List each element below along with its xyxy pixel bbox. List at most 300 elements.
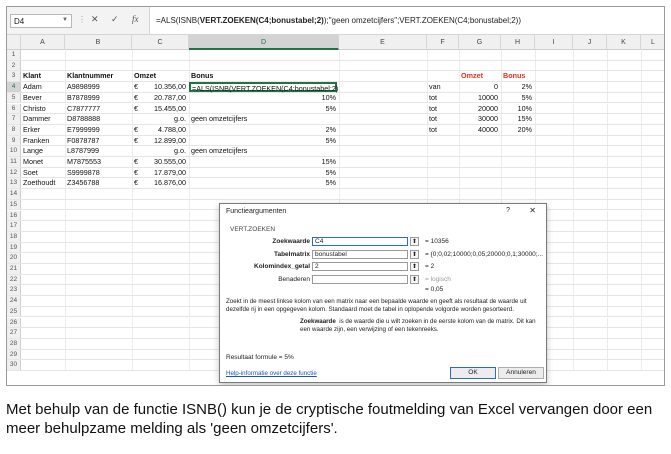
argument-input[interactable]: C4 [312, 237, 408, 246]
gridline [641, 125, 642, 135]
customer-omzet[interactable]: 16.876,00 [154, 178, 186, 188]
formula-bar [7, 7, 664, 35]
customer-name[interactable]: Dammer [23, 114, 51, 124]
gridline [132, 189, 133, 199]
row-header[interactable]: 3 [7, 71, 21, 81]
gridline [607, 360, 608, 370]
gridline [607, 93, 608, 103]
gridline [132, 82, 133, 92]
gridline [189, 168, 190, 178]
gridline [189, 264, 190, 274]
gridline [535, 71, 536, 81]
currency-symbol[interactable]: € [134, 82, 138, 92]
customer-omzet[interactable]: 17.879,00 [154, 167, 186, 177]
customer-number[interactable]: D8788888 [67, 114, 101, 124]
column-header[interactable]: H [501, 35, 535, 50]
row-header[interactable]: 20 [7, 253, 21, 263]
gridline [339, 157, 340, 167]
column-header[interactable]: I [535, 35, 573, 50]
gridline [641, 200, 642, 210]
gridline [573, 125, 574, 135]
gridline [573, 296, 574, 306]
gridline [132, 200, 133, 210]
column-header[interactable]: A [21, 35, 65, 50]
row-header[interactable]: 30 [7, 360, 21, 370]
customer-omzet[interactable]: g.o. [174, 146, 186, 156]
customer-number[interactable]: F0878787 [67, 135, 100, 145]
bonustable-omzet[interactable]: 40000 [478, 124, 498, 134]
gridline [641, 221, 642, 231]
gridline [189, 71, 190, 81]
gridline [641, 189, 642, 199]
argument-label: Benaderen [278, 275, 310, 283]
bonustable-omzet[interactable]: 10000 [478, 92, 498, 102]
gridline [641, 82, 642, 92]
header-omzet[interactable]: Omzet [134, 71, 156, 81]
gridline [535, 157, 536, 167]
gridline [132, 296, 133, 306]
gridline [65, 339, 66, 349]
gridline [607, 114, 608, 124]
gridline [459, 125, 460, 135]
gridline [573, 360, 574, 370]
row-header[interactable]: 25 [7, 307, 21, 317]
help-link[interactable]: Help-informatie over deze functie [226, 370, 317, 377]
gridline [427, 125, 428, 135]
gridline [189, 50, 190, 60]
row-header[interactable]: 29 [7, 350, 21, 360]
customer-bonus[interactable]: 10% [321, 92, 336, 102]
gridline [641, 350, 642, 360]
gridline [189, 146, 190, 156]
customer-omzet[interactable]: g.o. [174, 114, 186, 124]
row-header[interactable]: 10 [7, 146, 21, 156]
gridline [573, 275, 574, 285]
gridline [501, 71, 502, 81]
bonustable-bonus[interactable]: 20% [517, 124, 532, 134]
row-header[interactable]: 13 [7, 178, 21, 188]
argument-result-value: {0;0,02;10000;0,05;20000;0,1;30000;... [430, 250, 544, 258]
collapse-dialog-icon[interactable]: ⬆ [411, 264, 418, 270]
gridline [573, 114, 574, 124]
cancel-icon[interactable]: ✕ [91, 14, 99, 24]
gridline [189, 307, 190, 317]
customer-name[interactable]: Soet [23, 167, 38, 177]
gridline [607, 71, 608, 81]
gridline [339, 82, 340, 92]
customer-number[interactable]: L8787999 [67, 146, 99, 156]
customer-bonus[interactable]: geen omzetcijfers [191, 146, 248, 156]
insert-function-icon[interactable]: fx [132, 14, 139, 24]
row-header[interactable]: 19 [7, 243, 21, 253]
gridline [459, 189, 460, 199]
bonustable-header-bonus[interactable]: Bonus [503, 71, 526, 81]
customer-omzet[interactable]: 30.555,00 [154, 157, 186, 166]
customer-omzet[interactable]: 15.455,00 [154, 103, 186, 113]
gridline [501, 178, 502, 188]
column-header[interactable]: J [573, 35, 607, 50]
gridline [573, 211, 574, 221]
function-arguments-dialog [219, 203, 547, 383]
argument-result [425, 263, 434, 270]
currency-symbol[interactable]: € [134, 92, 138, 102]
row-header[interactable]: 12 [7, 168, 21, 178]
argument-result-value: logisch [430, 275, 451, 283]
gridline [339, 168, 340, 178]
row-header[interactable]: 6 [7, 104, 21, 114]
gridline [132, 104, 133, 114]
customer-number[interactable]: B7878999 [67, 92, 100, 102]
gridline [535, 50, 536, 60]
gridline [427, 61, 428, 71]
name-box[interactable] [10, 14, 72, 28]
customer-bonus[interactable]: 5% [325, 103, 336, 113]
customer-omzet[interactable]: 4.788,00 [158, 124, 186, 134]
currency-symbol[interactable]: € [134, 167, 138, 177]
gridline [65, 243, 66, 253]
gridline [641, 275, 642, 285]
gridline [65, 189, 66, 199]
gridline [501, 61, 502, 71]
gridline [427, 82, 428, 92]
column-header[interactable]: L [641, 35, 665, 50]
gridline [607, 232, 608, 242]
sheet-row [7, 104, 664, 115]
bonustable-label[interactable]: van [429, 82, 441, 92]
gridline [607, 146, 608, 156]
row-header[interactable]: 27 [7, 328, 21, 338]
row-header[interactable]: 26 [7, 318, 21, 328]
gridline [573, 136, 574, 146]
gridline [65, 50, 66, 60]
currency-symbol[interactable]: € [134, 124, 138, 134]
collapse-dialog-icon[interactable]: ⬆ [411, 276, 418, 283]
gridline [607, 50, 608, 60]
customer-number[interactable]: Z3456788 [67, 178, 100, 188]
formula-text-start: =ALS(ISNB( [156, 16, 200, 25]
customer-bonus[interactable]: 5% [325, 167, 336, 177]
sheet-row [7, 82, 664, 93]
bonustable-label[interactable]: tot [429, 92, 437, 102]
argument-result-value: 10356 [430, 238, 449, 245]
row-header[interactable]: 5 [7, 93, 21, 103]
row-header[interactable]: 14 [7, 189, 21, 199]
argument-label: Zoekwaarde [272, 238, 310, 245]
customer-number[interactable]: M7875553 [67, 157, 101, 166]
gridline [132, 328, 133, 338]
customer-omzet[interactable]: 10.356,00 [154, 82, 186, 92]
customer-name[interactable]: Lange [23, 146, 43, 156]
gridline [339, 125, 340, 135]
gridline [607, 264, 608, 274]
gridline [427, 157, 428, 167]
argument-label: Tabelmatrix [273, 250, 310, 258]
gridline [573, 178, 574, 188]
sheet-row [7, 50, 664, 61]
customer-name[interactable]: Erker [23, 124, 41, 134]
gridline [459, 104, 460, 114]
gridline [65, 82, 66, 92]
gridline [189, 285, 190, 295]
gridline [641, 50, 642, 60]
gridline [459, 146, 460, 156]
gridline [641, 360, 642, 370]
gridline [607, 253, 608, 263]
gridline [607, 82, 608, 92]
argument-input[interactable]: bonustabel [312, 250, 408, 259]
gridline [607, 211, 608, 221]
gridline [132, 339, 133, 349]
gridline [573, 104, 574, 114]
gridline [65, 146, 66, 156]
customer-name[interactable]: Bever [23, 92, 42, 102]
gridline [573, 307, 574, 317]
gridline [427, 189, 428, 199]
column-header[interactable]: C [132, 35, 189, 50]
name-box-value: D4 [14, 17, 25, 26]
help-icon[interactable]: ? [506, 207, 510, 214]
active-cell-d4[interactable]: =ALS(ISNB(VERT.ZOEKEN(C4;bonustabel;2) [189, 82, 337, 92]
row-header[interactable]: 21 [7, 264, 21, 274]
gridline [641, 339, 642, 349]
gridline [641, 318, 642, 328]
customer-number[interactable]: A9898999 [67, 82, 100, 92]
customer-bonus[interactable]: 5% [325, 135, 336, 145]
customer-bonus[interactable]: 5% [325, 178, 336, 188]
customer-bonus[interactable]: 15% [321, 157, 336, 166]
gridline [573, 200, 574, 210]
gridline [607, 104, 608, 114]
gridline [189, 189, 190, 199]
gridline [65, 114, 66, 124]
gridline [459, 136, 460, 146]
gridline [339, 71, 340, 81]
row-header[interactable]: 15 [7, 200, 21, 210]
bonustable-bonus[interactable]: 15% [517, 114, 532, 124]
customer-number[interactable]: C7877777 [67, 103, 101, 113]
bonustable-bonus[interactable]: 5% [521, 92, 532, 102]
gridline [573, 318, 574, 328]
gridline [641, 61, 642, 71]
ok-button[interactable]: OK [450, 367, 496, 379]
customer-name[interactable]: Monet [23, 157, 43, 166]
gridline [65, 232, 66, 242]
customer-bonus[interactable]: geen omzetcijfers [191, 114, 248, 124]
bonustable-label[interactable]: tot [429, 103, 437, 113]
enter-icon[interactable]: ✓ [111, 14, 119, 24]
gridline [189, 104, 190, 114]
gridline [573, 71, 574, 81]
column-header[interactable]: E [339, 35, 427, 50]
gridline [607, 318, 608, 328]
gridline [189, 157, 190, 167]
row-header[interactable]: 8 [7, 125, 21, 135]
customer-name[interactable]: Christo [23, 103, 46, 113]
gridline [65, 211, 66, 221]
gridline [501, 146, 502, 156]
gridline [641, 328, 642, 338]
column-header[interactable]: D [189, 35, 339, 50]
customer-bonus[interactable]: 2% [325, 124, 336, 134]
customer-omzet[interactable]: 12.899,00 [154, 135, 186, 145]
customer-name[interactable]: Franken [23, 135, 50, 145]
row-header[interactable]: 23 [7, 285, 21, 295]
gridline [65, 178, 66, 188]
row-header[interactable]: 7 [7, 114, 21, 124]
gridline [65, 318, 66, 328]
gridline [132, 318, 133, 328]
row-header[interactable]: 1 [7, 50, 21, 60]
gridline [427, 178, 428, 188]
gridline [189, 114, 190, 124]
header-klant[interactable]: Klant [23, 71, 41, 81]
gridline [132, 168, 133, 178]
row-header[interactable]: 17 [7, 221, 21, 231]
formula-input[interactable] [149, 7, 664, 34]
function-name: VERT.ZOEKEN [230, 226, 276, 233]
gridline [132, 253, 133, 263]
bonustable-bonus[interactable]: 2% [521, 82, 532, 92]
gridline [189, 350, 190, 360]
sheet-row [7, 71, 664, 82]
spreadsheet-screenshot [6, 6, 665, 386]
gridline [189, 61, 190, 71]
bonustable-label[interactable]: tot [429, 114, 437, 124]
gridline [573, 339, 574, 349]
gridline [65, 221, 66, 231]
gridline [189, 200, 190, 210]
gridline [339, 136, 340, 146]
header-klantnummer[interactable]: Klantnummer [67, 71, 114, 81]
gridline [132, 243, 133, 253]
gridline [607, 285, 608, 295]
gridline [641, 253, 642, 263]
gridline [607, 157, 608, 167]
argument-result-value: 2 [430, 263, 435, 270]
gridline [535, 189, 536, 199]
cancel-button[interactable]: Annuleren [498, 367, 544, 379]
gridline [501, 104, 502, 114]
equals-sign: = [425, 250, 431, 258]
gridline [607, 178, 608, 188]
gridline [535, 146, 536, 156]
gridline [607, 350, 608, 360]
gridline [573, 350, 574, 360]
bonustable-omzet[interactable]: 0 [494, 82, 498, 92]
gridline [427, 50, 428, 60]
gridline [132, 178, 133, 188]
gridline [189, 136, 190, 146]
row-header[interactable]: 18 [7, 232, 21, 242]
customer-name[interactable]: Zoethoudt [23, 178, 56, 188]
sheet-row [7, 157, 664, 168]
gridline [573, 253, 574, 263]
gridline [607, 307, 608, 317]
equals-sign: = [425, 263, 431, 270]
gridline [132, 360, 133, 370]
gridline [607, 275, 608, 285]
bonustable-header-omzet[interactable]: Omzet [461, 71, 483, 81]
gridline [501, 82, 502, 92]
row-header[interactable]: 4 [7, 82, 21, 92]
gridline [189, 221, 190, 231]
gridline [427, 71, 428, 81]
bonustable-omzet[interactable]: 20000 [478, 103, 498, 113]
gridline [427, 146, 428, 156]
row-header[interactable]: 16 [7, 211, 21, 221]
column-header[interactable]: G [459, 35, 501, 50]
argument-input[interactable]: 2 [312, 262, 408, 271]
gridline [501, 189, 502, 199]
row-header[interactable]: 22 [7, 275, 21, 285]
row-header[interactable]: 2 [7, 61, 21, 71]
currency-symbol[interactable]: € [134, 178, 138, 188]
column-headers [7, 35, 664, 50]
customer-number[interactable]: E7999999 [67, 124, 100, 134]
customer-name[interactable]: Adam [23, 82, 42, 92]
argument-description [300, 318, 540, 334]
gridline [607, 328, 608, 338]
collapse-dialog-icon[interactable]: ⬆ [411, 251, 418, 258]
row-header[interactable]: 28 [7, 339, 21, 349]
gridline [607, 125, 608, 135]
bonustable-bonus[interactable]: 10% [517, 103, 532, 113]
gridline [65, 61, 66, 71]
currency-symbol[interactable]: € [134, 135, 138, 145]
gridline [573, 93, 574, 103]
row-header[interactable]: 24 [7, 296, 21, 306]
customer-omzet[interactable]: 20.787,00 [154, 92, 186, 102]
column-header[interactable]: B [65, 35, 132, 50]
column-header[interactable]: F [427, 35, 459, 50]
currency-symbol[interactable]: € [134, 157, 138, 166]
gridline [189, 125, 190, 135]
gridline [501, 93, 502, 103]
bonustable-label[interactable]: tot [429, 124, 437, 134]
gridline [501, 114, 502, 124]
gridline [641, 264, 642, 274]
close-icon[interactable]: ✕ [529, 206, 536, 215]
gridline [427, 104, 428, 114]
gridline [65, 71, 66, 81]
gridline [132, 275, 133, 285]
dialog-title: Functieargumenten [226, 208, 287, 215]
gridline [535, 104, 536, 114]
gridline [132, 93, 133, 103]
gridline [573, 157, 574, 167]
header-bonus[interactable]: Bonus [191, 71, 214, 81]
collapse-dialog-icon[interactable]: ⬆ [411, 239, 418, 245]
currency-symbol[interactable]: € [134, 103, 138, 113]
gridline [427, 114, 428, 124]
gridline [339, 114, 340, 124]
bonustable-omzet[interactable]: 30000 [478, 114, 498, 124]
select-all-corner[interactable] [7, 35, 21, 50]
column-header[interactable]: K [607, 35, 641, 50]
gridline [189, 360, 190, 370]
gridline [189, 211, 190, 221]
argument-help: is de waarde die u wilt zoeken in de eerste kolom van de matrix. Dit kan een waarde zijn, een verwijzing of een tekenreeks. [300, 318, 536, 333]
argument-input[interactable] [312, 275, 408, 284]
gridline [573, 82, 574, 92]
row-header[interactable]: 9 [7, 136, 21, 146]
argument-result [425, 276, 451, 283]
gridline [189, 232, 190, 242]
gridline [573, 168, 574, 178]
row-header[interactable]: 11 [7, 157, 21, 167]
customer-number[interactable]: S9999878 [67, 167, 100, 177]
gridline [65, 157, 66, 167]
